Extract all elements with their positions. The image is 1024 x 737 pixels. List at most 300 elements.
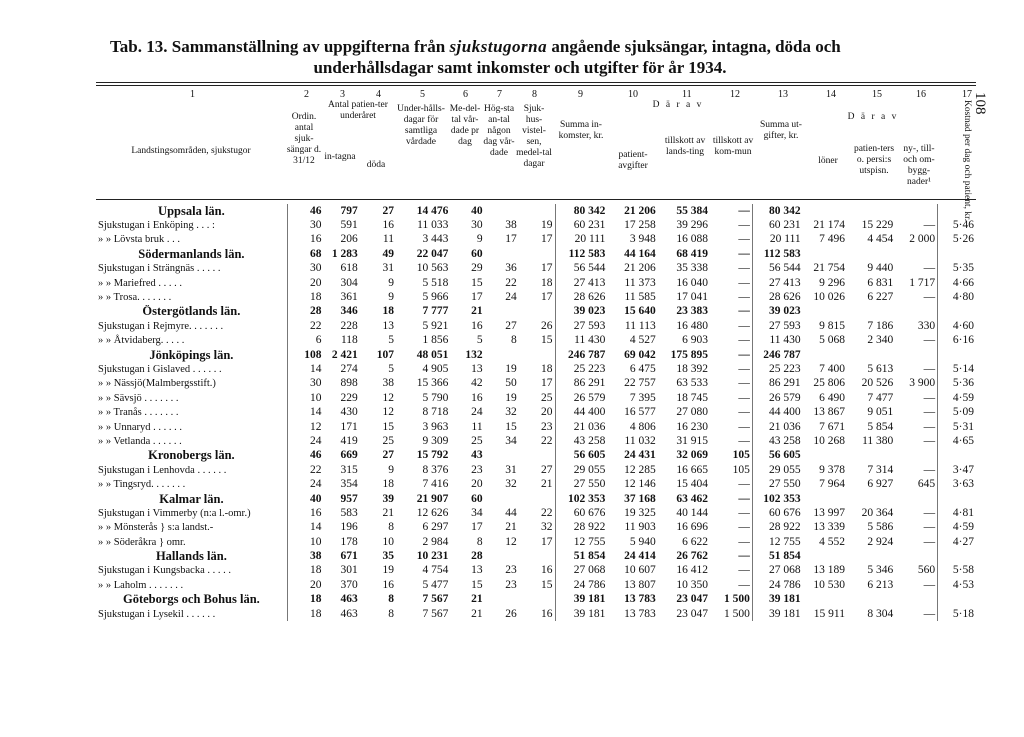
header-rule — [96, 199, 976, 200]
cell-col-2: 38 — [287, 549, 323, 563]
cell-col-10: 6 475 — [629, 362, 656, 375]
header-ordin-antal: Ordin. antal sjuk-sängar d. 31/12 — [286, 112, 322, 166]
cell-col-6: 21 — [471, 607, 483, 620]
cell-col-12: — — [738, 434, 750, 447]
cell-col-5: 14 476 — [416, 204, 449, 217]
cell-col-7: 23 — [505, 578, 517, 591]
cell-col-5: 1 856 — [422, 334, 449, 347]
cell-col-8 — [519, 492, 555, 506]
column-number: 4 — [376, 89, 381, 100]
cell-col-12: — — [738, 204, 750, 217]
cell-col-6: 43 — [471, 449, 483, 462]
cell-col-7: 32 — [505, 478, 517, 491]
county-row — [96, 348, 976, 362]
header-loner: löner — [818, 156, 838, 166]
cell-col-11: 18 745 — [676, 391, 709, 404]
cell-col-11: 17 041 — [676, 291, 709, 304]
cell-col-13: 39 023 — [752, 305, 802, 319]
cell-col-9: 21 036 — [555, 420, 607, 434]
cell-col-2: 10 — [287, 535, 323, 549]
cell-col-3: 419 — [340, 434, 358, 447]
cell-col-7: 32 — [505, 406, 517, 419]
cell-col-9: 44 400 — [555, 405, 607, 419]
cell-col-12: — — [738, 420, 750, 433]
cell-col-4: 18 — [382, 305, 394, 318]
cell-col-5: 12 626 — [416, 506, 449, 519]
header-patienters-utspisning: patien-ters o. persi:s utspisn. — [853, 144, 895, 176]
cell-col-10: 5 940 — [629, 535, 656, 548]
cell-col-17: 5·35 — [938, 262, 976, 276]
cell-col-14 — [803, 247, 847, 261]
column-number: 13 — [778, 89, 788, 100]
cell-col-8 — [519, 549, 555, 563]
cell-col-11: 63 462 — [676, 492, 709, 505]
cell-col-7: 44 — [505, 506, 517, 519]
row-label: » » Mariefred . . . . . — [98, 277, 182, 289]
cell-col-6: 13 — [471, 362, 483, 375]
cell-col-10: 11 373 — [624, 276, 656, 289]
cell-col-5: 10 231 — [416, 550, 449, 563]
cell-col-13: 112 583 — [752, 247, 802, 261]
cell-col-10: 24 431 — [624, 449, 656, 462]
column-number: 6 — [463, 89, 468, 100]
cell-col-9: 27 550 — [555, 477, 607, 491]
cell-col-8: 22 — [541, 434, 553, 447]
cell-col-12: — — [738, 564, 750, 577]
cell-col-12: — — [738, 492, 750, 505]
row-label: » » Laholm . . . . . . . — [98, 579, 184, 591]
cell-col-16 — [895, 593, 937, 607]
cell-col-12: — — [738, 247, 750, 260]
cell-col-5: 9 309 — [422, 434, 449, 447]
cell-col-6: 21 — [471, 305, 483, 318]
row-label: » » Åtvidaberg. . . . . — [98, 335, 185, 347]
county-row — [96, 549, 976, 563]
cell-col-4: 38 — [382, 377, 394, 390]
cell-col-2: 18 — [287, 290, 323, 304]
cell-col-10: 22 757 — [624, 377, 656, 390]
cell-col-5: 7 567 — [422, 593, 449, 606]
cell-col-6: 132 — [465, 348, 483, 361]
cell-col-5: 15 792 — [416, 449, 449, 462]
cell-col-6: 28 — [471, 550, 483, 563]
cell-col-6: 25 — [471, 434, 483, 447]
cell-col-17: 4·59 — [938, 521, 976, 535]
cell-col-3: 2 421 — [331, 348, 358, 361]
cell-col-12: — — [738, 276, 750, 289]
cell-col-17: 4·53 — [938, 578, 976, 592]
table-row — [96, 434, 976, 448]
cell-col-17: 5·09 — [938, 405, 976, 419]
cell-col-7: 17 — [505, 233, 517, 246]
cell-col-9: 102 353 — [555, 492, 607, 506]
cell-col-8: 23 — [541, 420, 553, 433]
cell-col-9: 39 181 — [555, 607, 607, 621]
header-medeltal: Me-del-tal vår-dade pr dag — [449, 104, 481, 147]
cell-col-15: 20 526 — [861, 377, 894, 390]
cell-col-13: 29 055 — [752, 463, 802, 477]
table-row — [96, 334, 976, 348]
cell-col-11: 16 040 — [676, 276, 709, 289]
cell-col-16: 645 — [917, 478, 936, 491]
cell-col-3: 797 — [340, 204, 358, 217]
cell-col-7: 12 — [505, 535, 517, 548]
table-row — [96, 405, 976, 419]
cell-col-14: 21 754 — [813, 262, 845, 275]
cell-col-14: 15 911 — [813, 607, 845, 620]
cell-col-14: 10 530 — [813, 578, 845, 591]
cell-col-5: 11 033 — [417, 219, 449, 232]
cell-col-12: 105 — [732, 463, 750, 476]
cell-col-16: — — [923, 434, 936, 447]
cell-col-17: 5·46 — [938, 218, 976, 232]
cell-col-4: 35 — [382, 550, 394, 563]
county-row — [96, 305, 976, 319]
cell-col-15 — [847, 305, 895, 319]
cell-col-5: 5 921 — [422, 319, 449, 332]
cell-col-7 — [485, 492, 519, 506]
header-landstingsomraden: Landstingsområden, sjukstugor — [131, 146, 251, 156]
cell-col-14: 21 174 — [813, 219, 845, 232]
cell-col-10: 37 168 — [624, 492, 656, 505]
cell-col-10: 4 527 — [629, 334, 656, 347]
cell-col-8: 16 — [541, 607, 553, 620]
cell-col-5: 8 376 — [422, 463, 449, 476]
cell-col-15: 5 854 — [867, 420, 894, 433]
cell-col-3: 463 — [340, 607, 358, 620]
cell-col-8: 16 — [541, 564, 553, 577]
cell-col-9: 246 787 — [555, 348, 607, 362]
row-label: Sjukstugan i Kungsbacka . . . . . — [98, 565, 231, 577]
cell-col-2: 10 — [287, 391, 323, 405]
cell-col-8 — [519, 348, 555, 362]
cell-col-3: 171 — [340, 420, 358, 433]
cell-col-14: 7 671 — [819, 420, 845, 433]
cell-col-8 — [519, 593, 555, 607]
cell-col-9: 26 579 — [555, 391, 607, 405]
cell-col-14: 25 806 — [813, 377, 845, 390]
cell-col-3: 1 283 — [331, 247, 358, 260]
cell-col-2: 14 — [287, 362, 323, 376]
cell-col-7: 36 — [505, 262, 517, 275]
cell-col-8: 17 — [541, 291, 553, 304]
cell-col-4: 5 — [388, 362, 394, 375]
cell-col-15 — [847, 204, 895, 218]
cell-col-9: 39 181 — [555, 593, 607, 607]
cell-col-16: — — [923, 334, 936, 347]
cell-col-15: 2 924 — [867, 535, 894, 548]
cell-col-13: 51 854 — [752, 549, 802, 563]
cell-col-13: 25 223 — [752, 362, 802, 376]
cell-col-8: 18 — [541, 276, 553, 289]
cell-col-12: — — [738, 406, 750, 419]
row-label: Sjukstugan i Lysekil . . . . . . — [98, 608, 216, 620]
cell-col-14: 13 867 — [813, 406, 845, 419]
cell-col-15: 6 927 — [867, 478, 894, 491]
cell-col-17: 4·65 — [938, 434, 976, 448]
cell-col-2: 46 — [287, 204, 323, 218]
cell-col-9: 27 593 — [555, 319, 607, 333]
cell-col-10: 12 285 — [624, 463, 656, 476]
cell-col-11: 23 383 — [676, 305, 709, 318]
cell-col-4: 12 — [382, 406, 394, 419]
cell-col-13: 28 626 — [752, 290, 802, 304]
cell-col-12: — — [738, 478, 750, 491]
cell-col-9: 28 922 — [555, 521, 607, 535]
table-row — [96, 535, 976, 549]
cell-col-10: 19 325 — [624, 506, 656, 519]
cell-col-8: 22 — [541, 506, 553, 519]
cell-col-11: 68 419 — [676, 247, 709, 260]
cell-col-8: 19 — [541, 219, 553, 232]
cell-col-12: — — [738, 578, 750, 591]
cell-col-14: 9 378 — [819, 463, 845, 476]
cell-col-4: 8 — [388, 593, 394, 606]
cell-col-13: 80 342 — [752, 204, 802, 218]
table-row — [96, 391, 976, 405]
cell-col-17 — [938, 204, 976, 218]
cell-col-11: 16 412 — [676, 564, 709, 577]
cell-col-14 — [803, 492, 847, 506]
cell-col-2: 20 — [287, 276, 323, 290]
cell-col-6: 20 — [471, 478, 483, 491]
cell-col-16 — [895, 348, 937, 362]
cell-col-15 — [847, 492, 895, 506]
cell-col-8: 26 — [541, 319, 553, 332]
cell-col-7: 26 — [505, 607, 517, 620]
row-label: Sjukstugan i Rejmyre. . . . . . . — [98, 320, 224, 332]
cell-col-11: 55 384 — [676, 204, 709, 217]
cell-col-12: — — [738, 334, 750, 347]
cell-col-12: — — [738, 262, 750, 275]
cell-col-14: 13 339 — [813, 521, 845, 534]
row-label: Östergötlands län. — [142, 304, 241, 319]
cell-col-11: 31 915 — [676, 434, 709, 447]
cell-col-3: 304 — [340, 276, 358, 289]
cell-col-4: 15 — [382, 420, 394, 433]
column-number: 1 — [190, 89, 195, 100]
cell-col-5: 5 790 — [422, 391, 449, 404]
cell-col-4: 10 — [382, 535, 394, 548]
row-label: Kalmar län. — [159, 491, 224, 506]
row-label: » » Sävsjö . . . . . . . — [98, 392, 179, 404]
cell-col-4: 5 — [388, 334, 394, 347]
cell-col-16: — — [923, 391, 936, 404]
cell-col-5: 22 047 — [416, 247, 449, 260]
cell-col-2: 18 — [287, 564, 323, 578]
cell-col-7: 34 — [505, 434, 517, 447]
cell-col-2: 30 — [287, 262, 323, 276]
cell-col-13: 43 258 — [752, 434, 802, 448]
table-row — [96, 521, 976, 535]
cell-col-15 — [847, 247, 895, 261]
cell-col-10: 21 206 — [624, 204, 656, 217]
top-rule-2 — [96, 85, 976, 86]
cell-col-4: 8 — [388, 521, 394, 534]
cell-col-4: 107 — [376, 348, 394, 361]
table-row — [96, 506, 976, 520]
cell-col-6: 16 — [471, 319, 483, 332]
cell-col-13: 39 181 — [752, 593, 802, 607]
cell-col-6: 29 — [471, 262, 483, 275]
cell-col-14: 7 496 — [819, 233, 845, 246]
cell-col-2: 12 — [287, 420, 323, 434]
column-number: 7 — [497, 89, 502, 100]
cell-col-15: 7 477 — [867, 391, 894, 404]
cell-col-14: 7 964 — [819, 478, 845, 491]
cell-col-8: 15 — [541, 334, 553, 347]
header-tillskott-landsting: tillskott av lands-ting — [664, 136, 706, 157]
cell-col-5: 10 563 — [416, 262, 449, 275]
column-number: 16 — [916, 89, 926, 100]
cell-col-3: 229 — [340, 391, 358, 404]
header-nybyggnader: ny-, till- och om-bygg-nader¹ — [903, 144, 935, 187]
header-inkomster-darav: D ä r a v — [652, 100, 704, 110]
cell-col-10: 13 783 — [624, 593, 656, 606]
cell-col-4: 18 — [382, 478, 394, 491]
cell-col-13: 26 579 — [752, 391, 802, 405]
cell-col-9: 39 023 — [555, 305, 607, 319]
cell-col-10: 3 948 — [629, 233, 656, 246]
row-label: Göteborgs och Bohus län. — [122, 592, 260, 607]
cell-col-13: 56 605 — [752, 449, 802, 463]
cell-col-2: 24 — [287, 434, 323, 448]
cell-col-5: 4 905 — [422, 362, 449, 375]
cell-col-2: 6 — [287, 334, 323, 348]
cell-col-8 — [519, 449, 555, 463]
cell-col-16: — — [923, 262, 936, 275]
cell-col-9: 27 413 — [555, 276, 607, 290]
cell-col-14: 6 490 — [819, 391, 845, 404]
cell-col-17 — [938, 549, 976, 563]
cell-col-3: 228 — [340, 319, 358, 332]
column-number: 5 — [420, 89, 425, 100]
header-utgifter-darav: D ä r a v — [847, 112, 899, 122]
cell-col-8 — [519, 247, 555, 261]
column-number: 15 — [872, 89, 882, 100]
cell-col-2: 20 — [287, 578, 323, 592]
cell-col-9: 56 605 — [555, 449, 607, 463]
cell-col-4: 19 — [382, 564, 394, 577]
cell-col-13: 27 413 — [752, 276, 802, 290]
cell-col-9: 24 786 — [555, 578, 607, 592]
cell-col-17: 5·58 — [938, 564, 976, 578]
cell-col-12: 105 — [732, 449, 750, 462]
title-italic: sjukstugorna — [449, 37, 548, 56]
cell-col-16: — — [923, 535, 936, 548]
cell-col-10: 7 395 — [629, 391, 656, 404]
cell-col-3: 957 — [340, 492, 358, 505]
cell-col-13: 20 111 — [752, 233, 802, 247]
cell-col-4: 9 — [388, 276, 394, 289]
cell-col-3: 463 — [340, 593, 358, 606]
county-row — [96, 593, 976, 607]
cell-col-13: 60 231 — [752, 218, 802, 232]
cell-col-11: 23 047 — [676, 593, 709, 606]
cell-col-7: 50 — [505, 377, 517, 390]
row-label: » » Tingsryd. . . . . . . — [98, 479, 186, 491]
cell-col-2: 18 — [287, 593, 323, 607]
cell-col-7: 22 — [505, 276, 517, 289]
cell-col-9: 20 111 — [555, 233, 607, 247]
cell-col-6: 8 — [476, 535, 483, 548]
cell-col-2: 22 — [287, 463, 323, 477]
cell-col-17: 4·80 — [938, 290, 976, 304]
cell-col-17: 5·36 — [938, 377, 976, 391]
cell-col-16: 1 717 — [909, 276, 936, 289]
county-row — [96, 492, 976, 506]
cell-col-2: 16 — [287, 506, 323, 520]
cell-col-13: 44 400 — [752, 405, 802, 419]
cell-col-15: 15 229 — [861, 219, 894, 232]
cell-col-16: — — [923, 463, 936, 476]
row-label: » » Tranås . . . . . . . — [98, 407, 179, 419]
cell-col-11: 16 480 — [676, 319, 709, 332]
cell-col-3: 618 — [340, 262, 358, 275]
cell-col-16 — [895, 305, 937, 319]
county-row — [96, 449, 976, 463]
cell-col-16: — — [923, 521, 936, 534]
cell-col-15: 20 364 — [861, 506, 894, 519]
cell-col-2: 40 — [287, 492, 323, 506]
row-label: Sjukstugan i Strängnäs . . . . . — [98, 263, 221, 275]
title-line-2: underhållsdagar samt inkomster och utgifter för år 1934. — [313, 58, 727, 77]
column-number: 14 — [826, 89, 836, 100]
cell-col-14: 13 189 — [813, 564, 845, 577]
cell-col-4: 49 — [382, 247, 394, 260]
column-number: 10 — [628, 89, 638, 100]
cell-col-12: — — [738, 377, 750, 390]
cell-col-9: 11 430 — [555, 334, 607, 348]
cell-col-9: 28 626 — [555, 290, 607, 304]
cell-col-15 — [847, 593, 895, 607]
cell-col-14: 9 296 — [819, 276, 845, 289]
cell-col-15: 5 613 — [867, 362, 894, 375]
header-intagna: in-tagna — [324, 152, 356, 162]
cell-col-12: — — [738, 521, 750, 534]
cell-col-7 — [485, 549, 519, 563]
cell-col-7: 27 — [505, 319, 517, 332]
cell-col-5: 3 443 — [422, 233, 449, 246]
cell-col-9: 12 755 — [555, 535, 607, 549]
table-row — [96, 290, 976, 304]
cell-col-12: 1 500 — [723, 593, 750, 606]
cell-col-11: 175 895 — [670, 348, 709, 361]
county-row — [96, 247, 976, 261]
table-row — [96, 262, 976, 276]
cell-col-12: — — [738, 362, 750, 375]
cell-col-3: 196 — [340, 521, 358, 534]
column-number: 12 — [730, 89, 740, 100]
cell-col-8: 27 — [541, 463, 553, 476]
cell-col-9: 27 068 — [555, 564, 607, 578]
cell-col-11: 10 350 — [676, 578, 709, 591]
cell-col-15: 5 586 — [867, 521, 894, 534]
table-body — [96, 204, 976, 621]
cell-col-12: — — [738, 233, 750, 246]
header-tillskott-kommun: tillskott av kom-mun — [712, 136, 754, 157]
table-row — [96, 564, 976, 578]
cell-col-14 — [803, 305, 847, 319]
row-label: Sjukstugan i Vimmerby (n:a l.-omr.) — [98, 507, 251, 519]
cell-col-14 — [803, 449, 847, 463]
cell-col-16 — [895, 492, 937, 506]
cell-col-6: 42 — [471, 377, 483, 390]
cell-col-6: 5 — [476, 334, 483, 347]
cell-col-3: 583 — [340, 506, 358, 519]
cell-col-3: 370 — [340, 578, 358, 591]
table-row — [96, 377, 976, 391]
